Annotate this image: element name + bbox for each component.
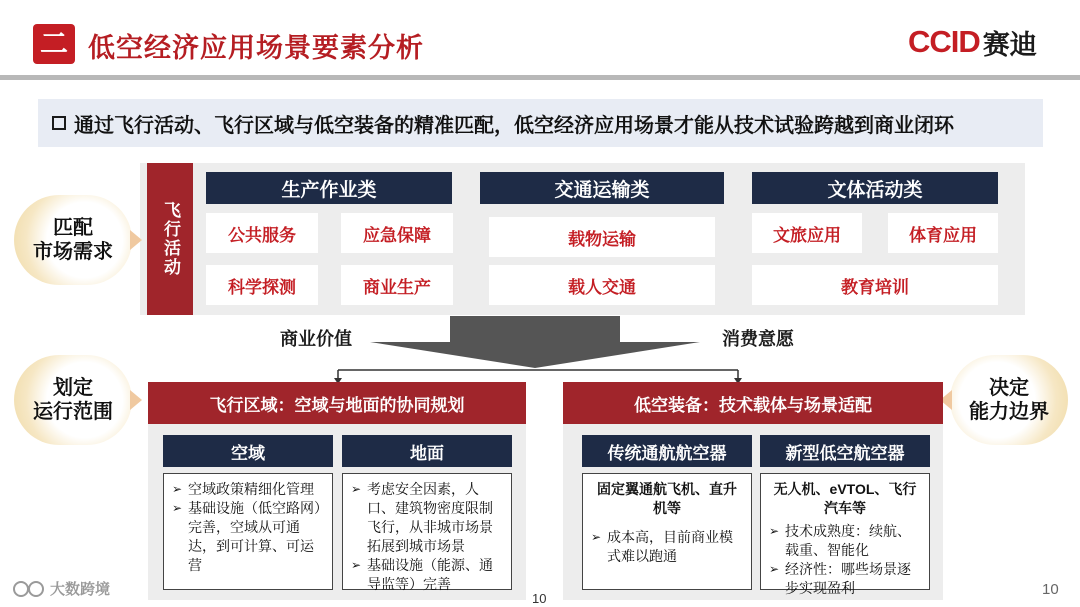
bullet-item: ➢ 考虑安全因素，人口、建筑物密度限制飞行，从非城市场景拓展到城市场景 bbox=[351, 480, 503, 556]
watermark bbox=[12, 578, 110, 599]
box-heading: 无人机、eVTOL、飞行汽车等 bbox=[773, 481, 917, 516]
page-number-center: 10 bbox=[532, 591, 547, 606]
ccid-logo bbox=[908, 22, 1037, 62]
category-item: 应急保障 bbox=[341, 213, 453, 253]
category-culture-header: 文体活动类 bbox=[752, 172, 998, 204]
bullet-item: ➢ 技术成熟度：续航、载重、智能化 bbox=[769, 522, 921, 560]
header-divider bbox=[0, 75, 1080, 80]
funnel-arrow-icon bbox=[140, 312, 1020, 384]
logo-latin: CCID bbox=[908, 24, 980, 59]
circle-label: 划定 运行范围 bbox=[33, 377, 113, 423]
watermark-text: 大数跨境 bbox=[50, 581, 111, 598]
page-number-right: 10 bbox=[1042, 581, 1059, 598]
category-transport-header: 交通运输类 bbox=[480, 172, 724, 204]
equipment-header: 低空装备：技术载体与场景适配 bbox=[563, 382, 943, 424]
category-item: 科学探测 bbox=[206, 265, 318, 305]
pointer-right-icon bbox=[130, 390, 142, 410]
circle-label: 决定 能力边界 bbox=[969, 377, 1049, 423]
flight-activity-text: 飞行活动 bbox=[161, 201, 180, 277]
section-number-badge: 二 bbox=[33, 24, 75, 64]
page-title: 低空经济应用场景要素分析 bbox=[88, 33, 424, 63]
logo-chinese: 赛迪 bbox=[982, 29, 1037, 60]
category-item: 商业生产 bbox=[341, 265, 453, 305]
commercial-value-label: 商业价值 bbox=[280, 329, 352, 349]
new-aircraft-header: 新型低空航空器 bbox=[760, 435, 930, 467]
traditional-aircraft-box bbox=[582, 473, 752, 590]
define-operation-range-circle bbox=[14, 355, 132, 445]
airspace-box bbox=[163, 473, 333, 590]
pointer-right-icon bbox=[130, 230, 142, 250]
airspace-header: 空域 bbox=[163, 435, 333, 467]
flight-activity-label bbox=[147, 163, 193, 315]
bullet-item: ➢ 空域政策精细化管理 bbox=[172, 480, 324, 499]
category-production-header: 生产作业类 bbox=[206, 172, 452, 204]
category-item: 体育应用 bbox=[888, 213, 998, 253]
bullet-item: ➢ 经济性：哪些场景逐步实现盈利 bbox=[769, 560, 921, 598]
traditional-aircraft-header: 传统通航航空器 bbox=[582, 435, 752, 467]
box-heading: 固定翼通航飞机、直升机等 bbox=[597, 481, 737, 516]
ground-box bbox=[342, 473, 512, 590]
consumer-willingness-label: 消费意愿 bbox=[722, 329, 794, 349]
subtitle-band bbox=[38, 99, 1043, 147]
new-aircraft-box bbox=[760, 473, 930, 596]
category-item: 教育培训 bbox=[752, 265, 998, 305]
category-item: 载人交通 bbox=[489, 265, 715, 305]
checkbox-square-icon bbox=[52, 116, 66, 130]
category-item: 公共服务 bbox=[206, 213, 318, 253]
circle-label: 匹配 市场需求 bbox=[33, 217, 113, 263]
category-item: 载物运输 bbox=[489, 217, 715, 257]
flight-zone-header: 飞行区域：空域与地面的协同规划 bbox=[148, 382, 526, 424]
ground-header: 地面 bbox=[342, 435, 512, 467]
category-item: 文旅应用 bbox=[752, 213, 862, 253]
watermark-logo-icon bbox=[12, 580, 46, 598]
subtitle-text: 通过飞行活动、飞行区域与低空装备的精准匹配，低空经济应用场景才能从技术试验跨越到商业闭环 bbox=[74, 114, 954, 137]
match-market-demand-circle bbox=[14, 195, 132, 285]
bullet-item: ➢ 成本高，目前商业模式难以跑通 bbox=[591, 528, 743, 566]
bullet-item: ➢ 基础设施（能源、通导监等）完善 bbox=[351, 556, 503, 594]
bullet-item: ➢ 基础设施（低空路网）完善，空域从可通达，到可计算、可运营 bbox=[172, 499, 324, 575]
